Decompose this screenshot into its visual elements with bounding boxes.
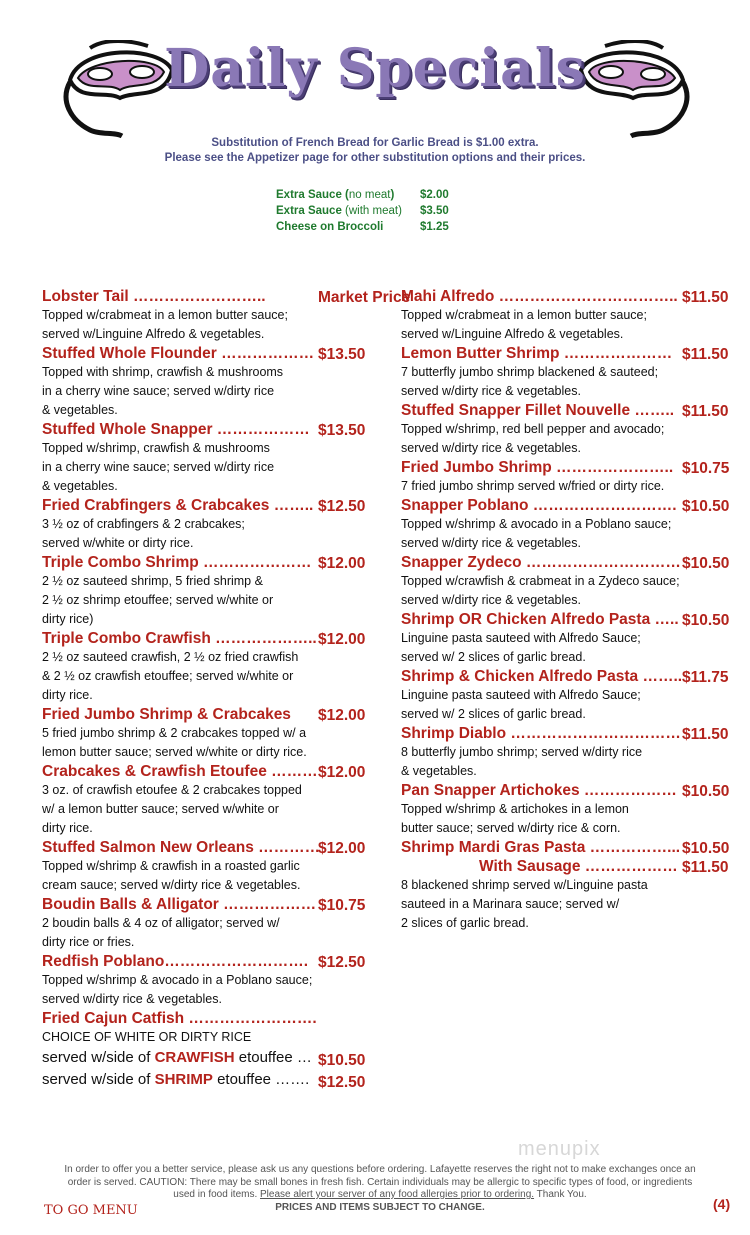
item-name: Shrimp & Chicken Alfredo Pasta …….. bbox=[401, 668, 683, 685]
item-price: $12.00 bbox=[318, 840, 366, 857]
item-description: sauteed in a Marinara sauce; served w/ bbox=[401, 897, 620, 911]
item-description: served w/ 2 slices of garlic bread. bbox=[401, 707, 586, 721]
item-price: $12.50 bbox=[318, 1074, 366, 1091]
watermark: menupix bbox=[518, 1138, 601, 1160]
item-description: Topped w/crawfish & crabmeat in a Zydeco sauce; bbox=[401, 574, 680, 588]
item-name: Fried Jumbo Shrimp & Crabcakes bbox=[42, 706, 291, 723]
item-description: Topped w/shrimp & avocado in a Poblano sauce; bbox=[401, 517, 672, 531]
item-name: Shrimp Mardi Gras Pasta ……………... bbox=[401, 839, 681, 856]
item-description: Topped w/shrimp, crawfish & mushrooms bbox=[42, 441, 270, 455]
option-highlight: CRAWFISH bbox=[154, 1049, 235, 1066]
item-description: 8 butterfly jumbo shrimp; served w/dirty rice bbox=[401, 745, 643, 759]
page-number: (4) bbox=[713, 1196, 731, 1212]
extra-price: $1.25 bbox=[420, 221, 449, 233]
item-description: Linguine pasta sauteed with Alfredo Sauce; bbox=[401, 688, 641, 702]
item-description: w/ a lemon butter sauce; served w/white or bbox=[42, 802, 279, 816]
option-text: served w/side of bbox=[42, 1049, 155, 1066]
option-text: etouffee … bbox=[234, 1049, 312, 1066]
menu-item bbox=[42, 287, 411, 344]
option-text: served w/side of bbox=[42, 1071, 155, 1088]
item-price: $10.50 bbox=[682, 555, 730, 572]
item-price: $11.75 bbox=[682, 669, 729, 686]
item-description: 2 ½ oz sauteed crawfish, 2 ½ oz fried crawfish bbox=[42, 650, 299, 664]
item-description: Topped with shrimp, crawfish & mushrooms bbox=[42, 365, 284, 379]
menu-item bbox=[42, 496, 367, 553]
menu-item bbox=[401, 781, 731, 838]
footer-line: In order to offer you a better service, please ask us any questions before ordering. Lafayette reserves the right not to make exchanges once an bbox=[64, 1164, 696, 1175]
item-name: Lobster Tail …………………….. bbox=[42, 288, 266, 305]
item-description: 3 ½ oz of crabfingers & 2 crabcakes; bbox=[42, 517, 245, 531]
left-menu-column bbox=[42, 287, 411, 1091]
item-description: 8 blackened shrimp served w/Linguine pasta bbox=[401, 878, 648, 892]
item-description: served w/dirty rice & vegetables. bbox=[401, 384, 581, 398]
item-description: dirty rice. bbox=[42, 688, 93, 702]
item-name: Pan Snapper Artichokes ……………… bbox=[401, 782, 677, 799]
item-name: Lemon Butter Shrimp ………………… bbox=[401, 345, 673, 362]
item-description: Topped w/shrimp & crawfish in a roasted garlic bbox=[42, 859, 300, 873]
item-description: dirty rice) bbox=[42, 612, 94, 626]
item-description: Topped w/shrimp, red bell pepper and avocado; bbox=[401, 422, 665, 436]
item-name: Crabcakes & Crawfish Etoufee ……… bbox=[42, 763, 318, 780]
item-price: $10.50 bbox=[682, 498, 730, 515]
right-menu-column bbox=[401, 287, 731, 933]
price-change-notice: PRICES AND ITEMS SUBJECT TO CHANGE. bbox=[275, 1201, 485, 1213]
extra-detail: no meat bbox=[348, 189, 391, 201]
extra-suffix: ) bbox=[390, 189, 395, 201]
item-description: 2 slices of garlic bread. bbox=[401, 916, 529, 930]
item-price: Market Price bbox=[318, 289, 411, 306]
item-name: Boudin Balls & Alligator ……………… bbox=[42, 896, 317, 913]
page-title: Daily Specials bbox=[164, 38, 586, 99]
menu-item bbox=[401, 667, 731, 724]
allergy-notice: Please alert your server of any food allergies prior to ordering. bbox=[260, 1189, 535, 1200]
extras-price-list bbox=[276, 189, 476, 237]
item-price: $10.75 bbox=[682, 460, 730, 477]
menu-item bbox=[42, 420, 367, 496]
item-description: & vegetables. bbox=[401, 764, 477, 778]
extra-row bbox=[276, 221, 476, 237]
item-description: 7 butterfly jumbo shrimp blackened & sauteed; bbox=[401, 365, 659, 379]
item-price: $13.50 bbox=[318, 346, 366, 363]
item-name: Fried Jumbo Shrimp ………………….. bbox=[401, 459, 674, 476]
item-price: $11.50 bbox=[682, 346, 729, 363]
item-price: $12.00 bbox=[318, 631, 366, 648]
item-description: 2 boudin balls & 4 oz of alligator; served w/ bbox=[42, 916, 280, 930]
item-name: Triple Combo Crawfish ……………….. bbox=[42, 630, 317, 647]
item-price: $12.00 bbox=[318, 764, 366, 781]
menu-item bbox=[401, 496, 731, 553]
item-price: $10.50 bbox=[318, 1052, 366, 1069]
menu-item bbox=[401, 287, 731, 344]
item-name: Stuffed Whole Flounder ……………… bbox=[42, 345, 315, 362]
menu-item bbox=[42, 705, 367, 762]
menu-item bbox=[401, 838, 731, 933]
footer-line: order is served. CAUTION: There may be small bones in fresh fish. Certain individuals may be allergic to specific types of food, or ingredients bbox=[67, 1176, 693, 1188]
menu-item bbox=[401, 344, 731, 401]
item-price: $10.50 bbox=[682, 840, 730, 857]
item-description: Topped w/shrimp & artichokes in a lemon bbox=[401, 802, 629, 816]
item-name: Redfish Poblano………………………. bbox=[42, 953, 309, 970]
menu-item bbox=[42, 1009, 367, 1091]
extra-label: Extra Sauce bbox=[276, 205, 346, 217]
menu-item bbox=[42, 629, 367, 705]
item-description: cream sauce; served w/dirty rice & vegetables. bbox=[42, 878, 301, 892]
item-price: $10.75 bbox=[318, 897, 366, 914]
item-price: $10.50 bbox=[682, 612, 730, 629]
to-go-menu-label: TO GO MENU bbox=[44, 1203, 138, 1218]
item-description: Topped w/crabmeat in a lemon butter sauce; bbox=[401, 308, 647, 322]
item-description: in a cherry wine sauce; served w/dirty rice bbox=[42, 460, 275, 474]
item-price: $12.50 bbox=[318, 954, 366, 971]
item-description: & 2 ½ oz crawfish etouffee; served w/white or bbox=[42, 669, 294, 683]
item-price: $13.50 bbox=[318, 422, 366, 439]
item-description: butter sauce; served w/dirty rice & corn. bbox=[401, 821, 621, 835]
menu-item bbox=[401, 724, 731, 781]
extra-row bbox=[276, 189, 476, 205]
menu-item bbox=[42, 762, 367, 838]
menu-item bbox=[401, 458, 731, 496]
item-description: served w/ 2 slices of garlic bread. bbox=[401, 650, 586, 664]
item-description: Topped w/shrimp & avocado in a Poblano sauce; bbox=[42, 973, 313, 987]
item-description: served w/Linguine Alfredo & vegetables. bbox=[401, 327, 624, 341]
item-name: Fried Cajun Catfish ……………………. bbox=[42, 1010, 317, 1027]
item-description: served w/dirty rice & vegetables. bbox=[401, 441, 581, 455]
extra-label: Cheese on Broccoli bbox=[276, 221, 384, 233]
item-price: $11.50 bbox=[682, 859, 729, 876]
item-description: & vegetables. bbox=[42, 403, 118, 417]
menu-item bbox=[401, 401, 731, 458]
extra-label: Extra Sauce ( bbox=[276, 189, 349, 201]
item-description: 5 fried jumbo shrimp & 2 crabcakes topped w/ a bbox=[42, 726, 307, 740]
item-description: lemon butter sauce; served w/white or dirty rice. bbox=[42, 745, 307, 759]
footer-disclaimer bbox=[50, 1164, 710, 1214]
item-name: Stuffed Salmon New Orleans ………… bbox=[42, 839, 321, 856]
item-name: Snapper Zydeco ………………………… bbox=[401, 554, 681, 571]
item-name: With Sausage ……………… bbox=[479, 858, 678, 875]
option-highlight: SHRIMP bbox=[154, 1071, 213, 1088]
item-description: Linguine pasta sauteed with Alfredo Sauce; bbox=[401, 631, 641, 645]
item-price: $12.00 bbox=[318, 555, 366, 572]
menu-item bbox=[42, 838, 367, 895]
item-description: & vegetables. bbox=[42, 479, 118, 493]
extra-price: $3.50 bbox=[420, 205, 449, 217]
option-text: etouffee ……. bbox=[212, 1071, 310, 1088]
menu-item bbox=[42, 895, 367, 952]
item-description: Topped w/crabmeat in a lemon butter sauce; bbox=[42, 308, 288, 322]
item-name: Triple Combo Shrimp ………………… bbox=[42, 554, 312, 571]
menu-item bbox=[401, 553, 731, 610]
substitution-note: Substitution of French Bread for Garlic Bread is $1.00 extra. bbox=[211, 137, 539, 149]
item-description: 3 oz. of crawfish etoufee & 2 crabcakes topped bbox=[42, 783, 302, 797]
item-price: $11.50 bbox=[682, 289, 729, 306]
item-description: served w/dirty rice & vegetables. bbox=[401, 593, 581, 607]
menu-item bbox=[42, 344, 367, 420]
extra-price: $2.00 bbox=[420, 189, 449, 201]
item-description: served w/dirty rice & vegetables. bbox=[42, 992, 222, 1006]
item-name: Shrimp OR Chicken Alfredo Pasta ….. bbox=[401, 611, 679, 628]
item-description: CHOICE OF WHITE OR DIRTY RICE bbox=[42, 1030, 252, 1044]
item-name: Stuffed Whole Snapper ……………… bbox=[42, 421, 310, 438]
item-description: served w/dirty rice & vegetables. bbox=[401, 536, 581, 550]
catfish-option bbox=[42, 1047, 367, 1069]
item-description: served w/Linguine Alfredo & vegetables. bbox=[42, 327, 265, 341]
item-price: $11.50 bbox=[682, 403, 729, 420]
footer-line: used in food items. Please alert your server of any food allergies prior to ordering. Thank You. bbox=[173, 1189, 587, 1200]
extra-detail: (with meat) bbox=[345, 205, 402, 217]
catfish-option bbox=[42, 1069, 367, 1091]
item-price: $11.50 bbox=[682, 726, 729, 743]
item-description: served w/white or dirty rice. bbox=[42, 536, 194, 550]
menu-item bbox=[401, 610, 731, 667]
item-description: 2 ½ oz shrimp etouffee; served w/white or bbox=[42, 593, 274, 607]
item-price: $12.00 bbox=[318, 707, 366, 724]
item-description: 7 fried jumbo shrimp served w/fried or dirty rice. bbox=[401, 479, 665, 493]
item-description: dirty rice or fries. bbox=[42, 935, 135, 949]
item-name: Stuffed Snapper Fillet Nouvelle …….. bbox=[401, 402, 675, 419]
item-name: Fried Crabfingers & Crabcakes …….. bbox=[42, 497, 314, 514]
extra-row bbox=[276, 205, 476, 221]
item-description: in a cherry wine sauce; served w/dirty rice bbox=[42, 384, 275, 398]
menu-item-variant bbox=[401, 857, 731, 876]
substitution-note: Please see the Appetizer page for other substitution options and their prices. bbox=[164, 152, 586, 164]
menu-item bbox=[42, 952, 367, 1009]
item-description: dirty rice. bbox=[42, 821, 93, 835]
item-price: $10.50 bbox=[682, 783, 730, 800]
item-name: Shrimp Diablo …………………………… bbox=[401, 725, 681, 742]
item-name: Mahi Alfredo …………………………….. bbox=[401, 288, 678, 305]
item-price: $12.50 bbox=[318, 498, 366, 515]
menu-item bbox=[42, 553, 367, 629]
item-description: 2 ½ oz sauteed shrimp, 5 fried shrimp & bbox=[42, 574, 263, 588]
item-name: Snapper Poblano ………………………. bbox=[401, 497, 677, 514]
